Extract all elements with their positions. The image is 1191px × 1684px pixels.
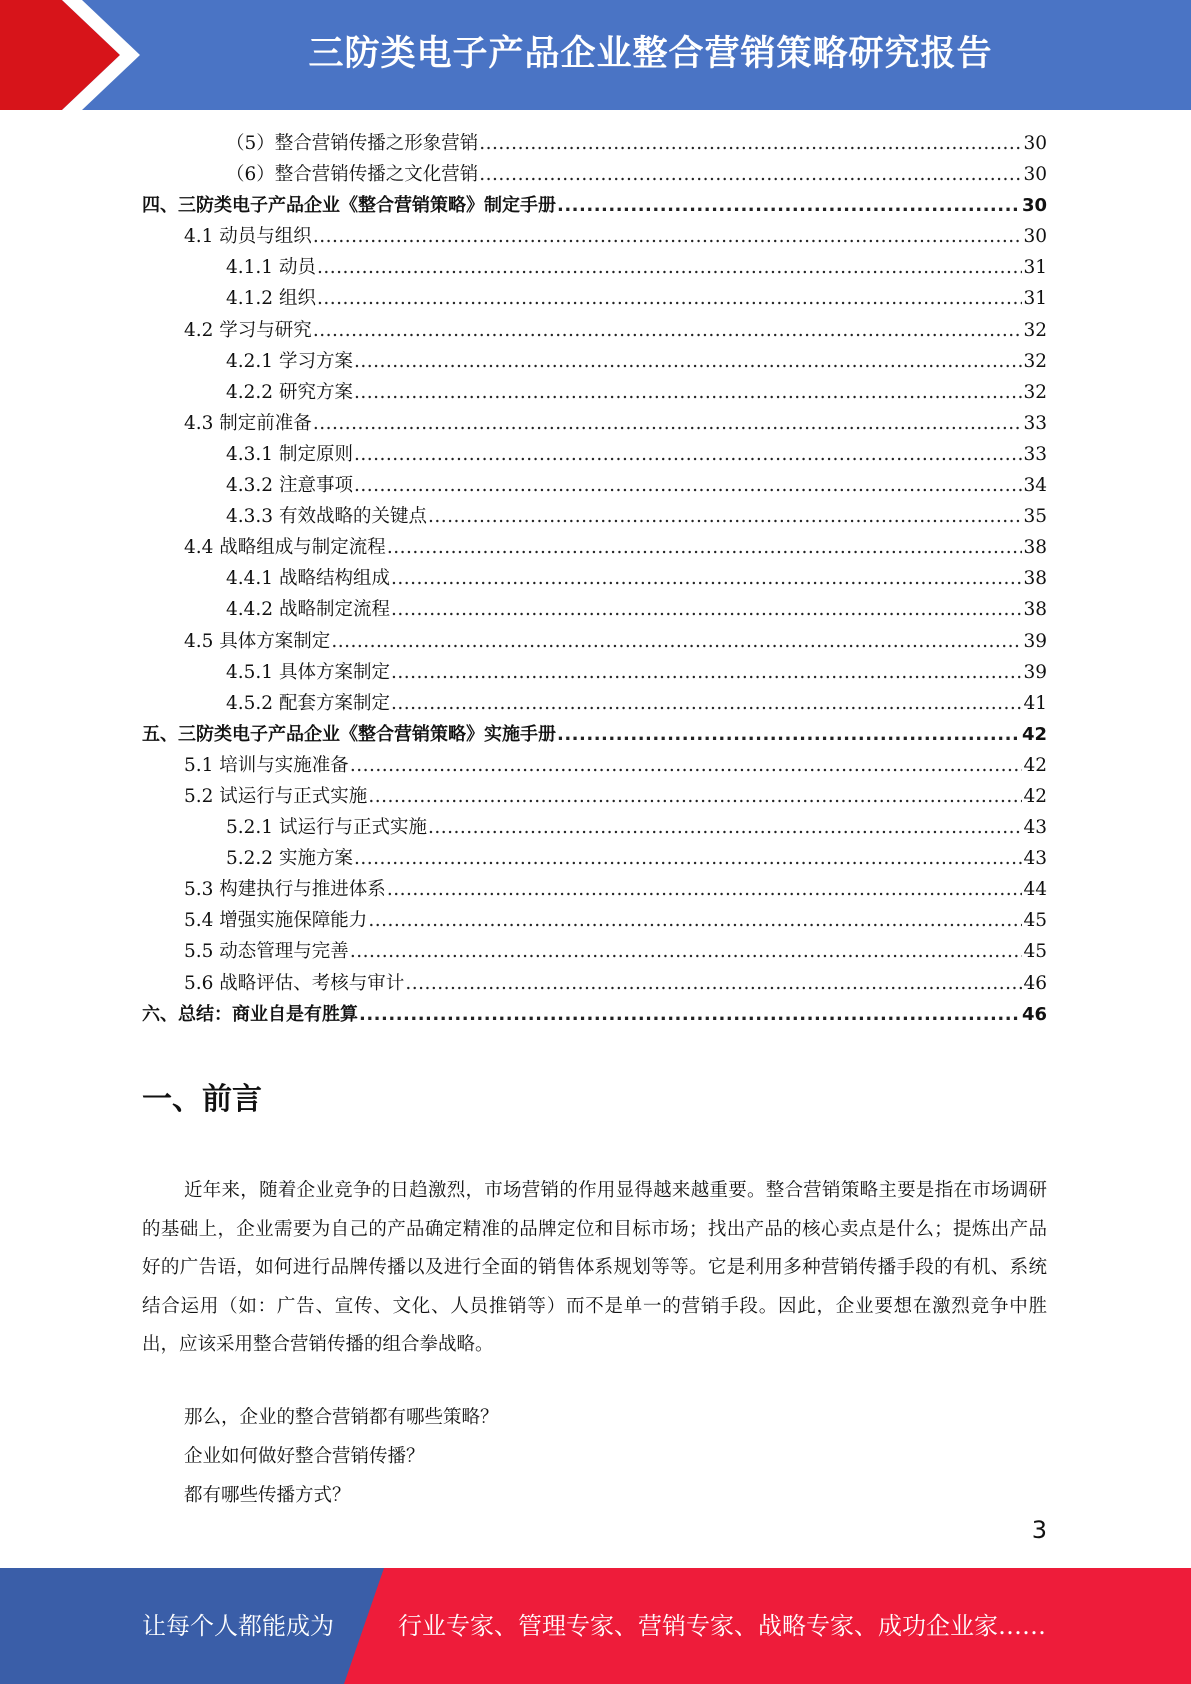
toc-entry-page: 46: [1023, 972, 1047, 994]
toc-leader-dots: [354, 439, 1023, 470]
toc-leader-dots: [428, 501, 1022, 532]
toc-leader-dots: [350, 750, 1023, 781]
toc-leader-dots: [479, 128, 1022, 159]
toc-leader-dots: [387, 532, 1023, 563]
toc-entry-page: 44: [1023, 879, 1047, 901]
toc-entry[interactable]: [142, 377, 1047, 408]
toc-entry[interactable]: [142, 408, 1047, 439]
toc-entry[interactable]: [142, 843, 1047, 874]
toc-entry-title: 4.3.2 注意事项: [226, 475, 353, 497]
toc-leader-dots: [391, 657, 1022, 688]
toc-leader-dots: [391, 594, 1022, 625]
toc-entry[interactable]: [142, 999, 1047, 1030]
toc-entry-title: 5.4 增强实施保障能力: [184, 910, 368, 932]
toc-entry[interactable]: [142, 688, 1047, 719]
toc-entry-page: 42: [1023, 785, 1047, 807]
toc-entry-page: 42: [1023, 754, 1047, 776]
toc-entry[interactable]: [142, 346, 1047, 377]
toc-leader-dots: [317, 252, 1023, 283]
toc-entry-title: 5.3 构建执行与推进体系: [184, 879, 386, 901]
toc-entry-page: 39: [1023, 661, 1047, 683]
toc-entry[interactable]: [142, 812, 1047, 843]
toc-entry[interactable]: [142, 532, 1047, 563]
toc-entry-page: 32: [1023, 381, 1047, 403]
toc-entry[interactable]: [142, 315, 1047, 346]
toc-entry[interactable]: [142, 190, 1047, 221]
toc-entry-title: 4.4 战略组成与制定流程: [184, 537, 386, 559]
toc-entry-page: 42: [1021, 723, 1047, 745]
toc-entry-page: 34: [1023, 475, 1047, 497]
question-item: 都有哪些传播方式？: [184, 1485, 351, 1506]
intro-paragraph: 近年来，随着企业竞争的日趋激烈，市场营销的作用显得越来越重要。整合营销策略主要是指在市场调研的基础上，企业需要为自己的产品确定精准的品牌定位和目标市场；找出产品的核心卖点是什么；提炼出产品好的广告语，如何进行品牌传播以及进行全面的销售体系规划等等。它是利用多种营销传播手段的有机、系统结合运用（如：广告、宣传、文化、人员推销等）而不是单一的营销手段。因此，企业要想在激烈竞争中胜出，应该采用整合营销传播的组合拳战略。: [142, 1180, 1047, 1355]
toc-entry[interactable]: [142, 905, 1047, 936]
toc-leader-dots: [479, 159, 1022, 190]
toc-entry-title: 4.2.2 研究方案: [226, 381, 353, 403]
toc-entry-page: 33: [1023, 443, 1047, 465]
footer-slogan-right: 行业专家、管理专家、营销专家、战略专家、成功企业家……: [398, 1612, 1046, 1640]
toc-entry-page: 31: [1023, 288, 1047, 310]
toc-entry-page: 39: [1023, 630, 1047, 652]
page-header: [0, 0, 1191, 110]
toc-entry[interactable]: [142, 283, 1047, 314]
toc-entry[interactable]: [142, 439, 1047, 470]
toc-entry[interactable]: [142, 657, 1047, 688]
toc-entry[interactable]: [142, 936, 1047, 967]
question-item: 那么，企业的整合营销都有哪些策略？: [184, 1407, 499, 1428]
toc-entry-page: 46: [1021, 1003, 1047, 1025]
toc-entry-page: 32: [1023, 319, 1047, 341]
toc-entry[interactable]: [142, 128, 1047, 159]
toc-entry-title: 4.4.1 战略结构组成: [226, 568, 390, 590]
toc-entry-title: 4.5.2 配套方案制定: [226, 692, 390, 714]
toc-leader-dots: [387, 874, 1023, 905]
toc-entry-title: 4.5.1 具体方案制定: [226, 661, 390, 683]
toc-entry[interactable]: [142, 159, 1047, 190]
toc-leader-dots: [317, 283, 1023, 314]
toc-leader-dots: [368, 781, 1022, 812]
toc-entry-title: 四、三防类电子产品企业《整合营销策略》制定手册: [142, 195, 556, 217]
toc-entry-title: 4.3.1 制定原则: [226, 443, 353, 465]
toc-leader-dots: [313, 315, 1023, 346]
toc-leader-dots: [313, 221, 1023, 252]
toc-entry[interactable]: [142, 594, 1047, 625]
header-arrow-decoration: [0, 0, 150, 110]
toc-entry[interactable]: [142, 563, 1047, 594]
toc-entry-title: 4.2.1 学习方案: [226, 350, 353, 372]
toc-entry-page: 30: [1023, 133, 1047, 154]
toc-entry-title: 5.2.2 实施方案: [226, 848, 353, 870]
toc-leader-dots: [354, 843, 1023, 874]
toc-entry-title: 5.5 动态管理与完善: [184, 941, 349, 963]
toc-entry-title: 五、三防类电子产品企业《整合营销策略》实施手册: [142, 723, 556, 745]
toc-entry-page: 41: [1023, 692, 1047, 714]
toc-entry[interactable]: [142, 750, 1047, 781]
toc-entry-page: 38: [1023, 568, 1047, 590]
toc-entry-title: 六、总结：商业自是有胜算: [142, 1003, 358, 1025]
toc-leader-dots: [428, 812, 1022, 843]
toc-entry-title: 4.4.2 战略制定流程: [226, 599, 390, 621]
toc-entry-title: 4.2 学习与研究: [184, 319, 312, 341]
question-list: [184, 1398, 499, 1515]
question-item: 企业如何做好整合营销传播？: [184, 1446, 425, 1467]
toc-entry[interactable]: [142, 501, 1047, 532]
toc-leader-dots: [331, 626, 1022, 657]
toc-entry[interactable]: [142, 968, 1047, 999]
toc-entry-title: 5.6 战略评估、考核与审计: [184, 972, 405, 994]
header-title: 三防类电子产品企业整合营销策略研究报告: [308, 34, 993, 74]
toc-entry-page: 32: [1023, 350, 1047, 372]
toc-entry[interactable]: [142, 221, 1047, 252]
toc-entry-title: 4.5 具体方案制定: [184, 630, 331, 652]
toc-entry-page: 45: [1023, 910, 1047, 932]
page-number: 3: [1031, 1516, 1047, 1544]
toc-entry-page: 33: [1023, 412, 1047, 434]
toc-leader-dots: [368, 905, 1022, 936]
toc-entry-page: 30: [1023, 226, 1047, 248]
toc-entry-title: 4.1.1 动员: [226, 257, 316, 279]
toc-entry-title: 5.2 试运行与正式实施: [184, 785, 368, 807]
toc-entry-page: 38: [1023, 599, 1047, 621]
toc-leader-dots: [557, 190, 1021, 221]
toc-entry-title: 4.1 动员与组织: [184, 226, 312, 248]
toc-entry-page: 30: [1023, 164, 1047, 186]
section-heading: 一、前言: [142, 1082, 262, 1117]
page-footer: [0, 1568, 1191, 1684]
toc-entry-page: 30: [1021, 195, 1047, 217]
toc-entry[interactable]: [142, 781, 1047, 812]
toc-entry[interactable]: [142, 252, 1047, 283]
toc-leader-dots: [354, 377, 1023, 408]
toc-entry-page: 43: [1023, 848, 1047, 870]
toc-leader-dots: [391, 688, 1022, 719]
toc-leader-dots: [359, 999, 1021, 1030]
toc-leader-dots: [354, 470, 1023, 501]
toc-entry-title: （6）整合营销传播之文化营销: [226, 164, 479, 186]
toc-leader-dots: [557, 719, 1021, 750]
toc-entry-title: （5）整合营销传播之形象营销: [226, 133, 479, 154]
toc-entry-title: 5.1 培训与实施准备: [184, 754, 349, 776]
toc-entry[interactable]: [142, 874, 1047, 905]
toc-entry-title: 5.2.1 试运行与正式实施: [226, 817, 427, 839]
toc-entry-page: 35: [1023, 506, 1047, 528]
footer-slogan-left: 让每个人都能成为: [142, 1612, 334, 1640]
toc-entry[interactable]: [142, 719, 1047, 750]
toc-entry[interactable]: [142, 626, 1047, 657]
toc-entry-page: 38: [1023, 537, 1047, 559]
toc-entry[interactable]: [142, 470, 1047, 501]
toc-leader-dots: [350, 936, 1023, 967]
table-of-contents: [142, 128, 1047, 1030]
toc-entry-title: 4.3 制定前准备: [184, 412, 312, 434]
toc-entry-title: 4.3.3 有效战略的关键点: [226, 506, 427, 528]
toc-entry-page: 31: [1023, 257, 1047, 279]
toc-entry-page: 45: [1023, 941, 1047, 963]
toc-leader-dots: [405, 968, 1022, 999]
toc-entry-page: 43: [1023, 817, 1047, 839]
toc-leader-dots: [391, 563, 1022, 594]
toc-leader-dots: [354, 346, 1023, 377]
toc-entry-title: 4.1.2 组织: [226, 288, 316, 310]
toc-leader-dots: [313, 408, 1023, 439]
